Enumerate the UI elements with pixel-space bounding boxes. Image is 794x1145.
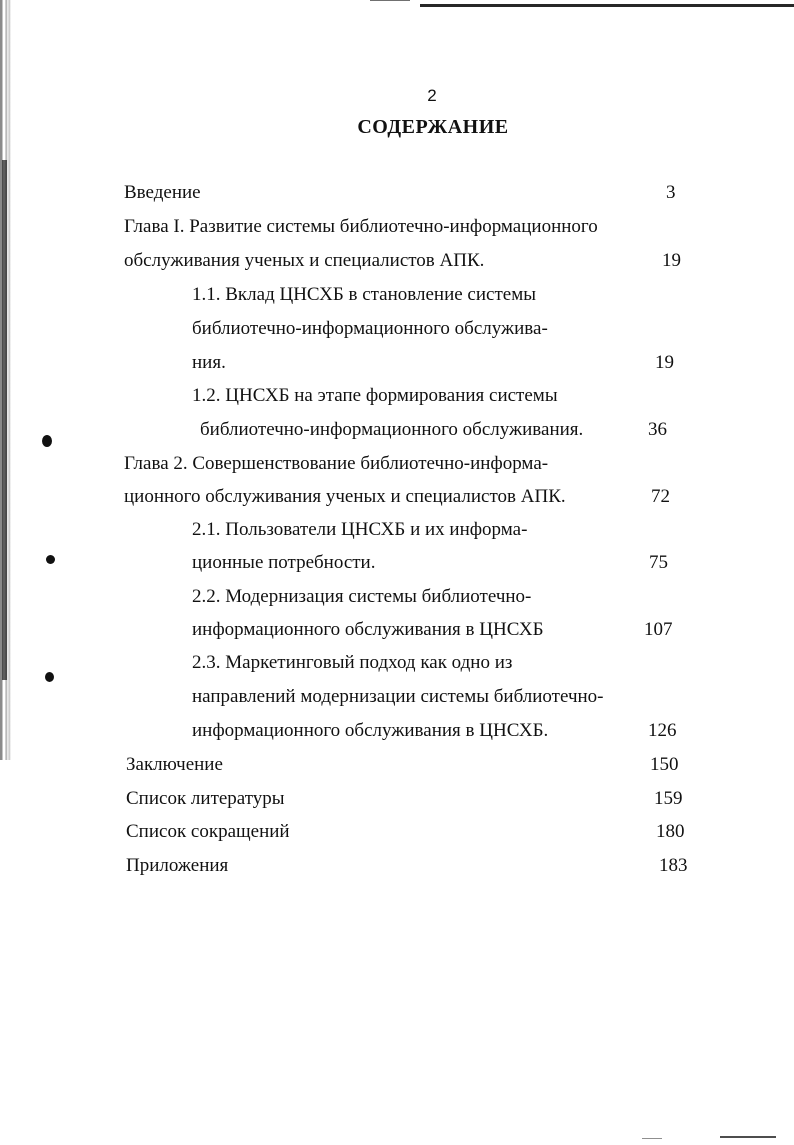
toc-entry-text: Заключение [126, 754, 223, 775]
page-title: СОДЕРЖАНИЕ [357, 116, 509, 138]
toc-entry-text: Глава I. Развитие системы библиотечно-информационного [124, 216, 598, 237]
toc-entry-text: ния. [192, 352, 226, 373]
toc-entry-text: Список сокращений [126, 821, 290, 842]
toc-entry-page: 36 [648, 419, 667, 440]
toc-entry-text: ционные потребности. [192, 552, 376, 573]
toc-entry-text: 2.1. Пользователи ЦНСХБ и их информа- [192, 519, 528, 540]
toc-entry-page: 180 [656, 821, 685, 842]
toc-entry-text: 1.1. Вклад ЦНСХБ в становление системы [192, 284, 536, 305]
toc-entry-text: обслуживания ученых и специалистов АПК. [124, 250, 485, 271]
toc-entry-text: Введение [124, 182, 201, 203]
toc-entry-page: 3 [666, 182, 676, 203]
toc-entry-page: 19 [655, 352, 674, 373]
toc-entry-text: библиотечно-информационного обслуживания. [200, 419, 584, 440]
toc-entry-text: библиотечно-информационного обслужива- [192, 318, 548, 339]
toc-entry-page: 75 [649, 552, 668, 573]
toc-entry-page: 72 [651, 486, 670, 507]
page-number: 2 [427, 86, 437, 105]
toc-entry-page: 150 [650, 754, 679, 775]
toc-entry-text: 2.2. Модернизация системы библиотечно- [192, 586, 532, 607]
toc-entry-text: ционного обслуживания ученых и специалистов АПК. [124, 486, 566, 507]
toc-entry-text: 1.2. ЦНСХБ на этапе формирования системы [192, 385, 558, 406]
toc-entry-page: 126 [648, 720, 677, 741]
toc-entry-text: Глава 2. Совершенствование библиотечно-информа- [124, 453, 549, 474]
toc-entry-page: 183 [659, 855, 688, 876]
toc-entry-text: информационного обслуживания в ЦНСХБ [192, 619, 544, 640]
toc-entry-page: 19 [662, 250, 681, 271]
toc-entry-page: 107 [644, 619, 673, 640]
toc-entry-text: Приложения [126, 855, 229, 876]
toc-entry-text: направлений модернизации системы библиотечно- [192, 686, 604, 707]
toc-entry-text: Список литературы [126, 788, 285, 809]
toc-entry-page: 159 [654, 788, 683, 809]
toc-entry-text: 2.3. Маркетинговый подход как одно из [192, 652, 513, 673]
toc-entry-text: информационного обслуживания в ЦНСХБ. [192, 720, 549, 741]
